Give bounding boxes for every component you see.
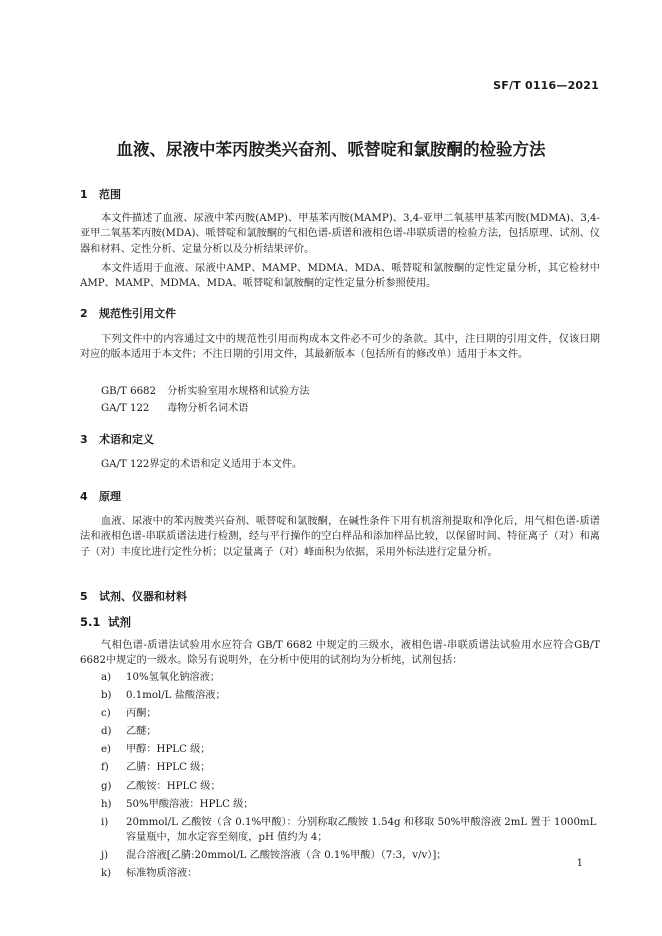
- reagent-list: [101, 670, 601, 884]
- section-1-heading: [80, 186, 121, 202]
- list-item: [101, 848, 601, 863]
- section-number: 3: [80, 433, 88, 446]
- list-marker: i): [101, 816, 109, 828]
- list-item: [101, 779, 601, 794]
- reagents-paragraph: 气相色谱-质谱法试验用水应符合 GB/T 6682 中规定的三级水，液相色谱-串联质谱法试验用水应符合GB/T 6682中规定的一级水。除另有说明外，在分析中使用的试剂均为分析纯，试剂包括：: [80, 640, 600, 667]
- list-marker: k): [101, 868, 112, 880]
- reference-item: [101, 384, 310, 399]
- list-marker: b): [101, 690, 112, 702]
- list-text: 甲醇：HPLC 级；: [126, 744, 211, 756]
- section-title: 术语和定义: [99, 433, 154, 446]
- list-marker: e): [101, 744, 112, 756]
- list-marker: j): [101, 850, 109, 862]
- list-marker: g): [101, 780, 112, 792]
- list-text: 乙腈：HPLC 级；: [126, 762, 211, 774]
- principle-paragraph: 血液、尿液中的苯丙胺类兴奋剂、哌替啶和氯胺酮，在碱性条件下用有机溶剂提取和净化后，用气相色谱-质谱法和液相色谱-串联质谱法进行检测，经与平行操作的空白样品和添加样品比较，以保留时间、特征离子（对）和离子（对）丰度比进行定性分析；以定量离子（对）峰面积为依据，采用外标法进行定量分析。: [80, 516, 600, 558]
- list-text: 混合溶液[乙腈:20mmol/L 乙酸铵溶液（含 0.1%甲酸）（7:3，v/v）]；: [126, 850, 447, 862]
- section-number: 5: [80, 590, 88, 603]
- section-5-heading: [80, 588, 187, 604]
- list-item: [101, 760, 601, 775]
- subsection-5-1-heading: [80, 614, 131, 630]
- list-item: [101, 797, 601, 812]
- subsection-title: 试剂: [108, 615, 131, 629]
- subsection-number: 5.1: [80, 615, 101, 629]
- list-text: 乙酸铵：HPLC 级；: [126, 780, 221, 792]
- terms-paragraph: GA/T 122界定的术语和定义适用于本文件。: [101, 459, 303, 470]
- page-number: 1: [576, 858, 583, 869]
- list-item: [101, 706, 601, 721]
- list-item: [101, 815, 601, 846]
- section-number: 4: [80, 490, 88, 503]
- section-title: 试剂、仪器和材料: [99, 590, 187, 603]
- list-marker: d): [101, 726, 112, 738]
- list-marker: f): [101, 762, 109, 774]
- section-2-heading: [80, 305, 176, 321]
- list-item: [101, 688, 601, 703]
- list-marker: h): [101, 798, 112, 810]
- list-marker: a): [101, 672, 112, 683]
- section-title: 原理: [99, 490, 121, 503]
- scope-paragraph-1: 本文件描述了血液、尿液中苯丙胺(AMP)、甲基苯丙胺(MAMP)、3,4-亚甲二氧基甲基苯丙胺(MDMA)、3,4-亚甲二氧基苯丙胺(MDA)、哌替啶和氯胺酮的气相色谱-质谱和液相色谱-串联质谱的检验方法，包括原理、试剂、仪器和材料、定性分析、定量分析以及分析结果评价。: [80, 213, 600, 255]
- section-number: 2: [80, 307, 88, 320]
- list-text: 丙酮；: [126, 708, 157, 720]
- document-title: 血液、尿液中苯丙胺类兴奋剂、哌替啶和氯胺酮的检验方法: [116, 140, 546, 159]
- reference-title: 分析实验室用水规格和试验方法: [167, 386, 310, 397]
- list-item: [101, 670, 601, 685]
- list-text: 10%氢氧化钠溶液；: [126, 672, 220, 683]
- section-number: 1: [80, 188, 88, 201]
- list-text: 0.1mol/L 盐酸溶液；: [126, 690, 226, 702]
- list-text: 50%甲酸溶液：HPLC 级；: [126, 798, 254, 810]
- reference-item: [101, 401, 249, 416]
- scope-paragraph-2: 本文件适用于血液、尿液中AMP、MAMP、MDMA、MDA、哌替啶和氯胺酮的定性定量分析，其它检材中AMP、MAMP、MDMA、MDA、哌替啶和氯胺酮的定性定量分析参照使用。: [80, 263, 600, 290]
- normative-references-paragraph: 下列文件中的内容通过文中的规范性引用而构成本文件必不可少的条款。其中，注日期的引用文件，仅该日期对应的版本适用于本文件；不注日期的引用文件，其最新版本（包括所有的修改单）适用于本文件。: [80, 334, 600, 361]
- list-item: [101, 866, 601, 881]
- list-text: 标准物质溶液：: [126, 868, 198, 880]
- section-title: 范围: [99, 188, 121, 201]
- list-text: 20mmol/L 乙酸铵（含 0.1%甲酸）：分别称取乙酸铵 1.54g 和移取 50%甲酸溶液 2mL 置于 1000mL 容量瓶中，加水定容至刻度，pH 值约为 4；: [126, 816, 597, 844]
- document-code: SF/T 0116—2021: [493, 79, 599, 92]
- reference-code: GA/T 122: [101, 403, 150, 414]
- section-title: 规范性引用文件: [99, 307, 176, 320]
- list-item: [101, 724, 601, 739]
- list-text: 乙醚；: [126, 726, 157, 738]
- section-3-heading: [80, 431, 154, 447]
- reference-title: 毒物分析名词术语: [167, 403, 249, 414]
- section-4-heading: [80, 488, 121, 504]
- list-item: [101, 742, 601, 757]
- list-marker: c): [101, 708, 111, 720]
- reference-code: GB/T 6682: [101, 386, 157, 397]
